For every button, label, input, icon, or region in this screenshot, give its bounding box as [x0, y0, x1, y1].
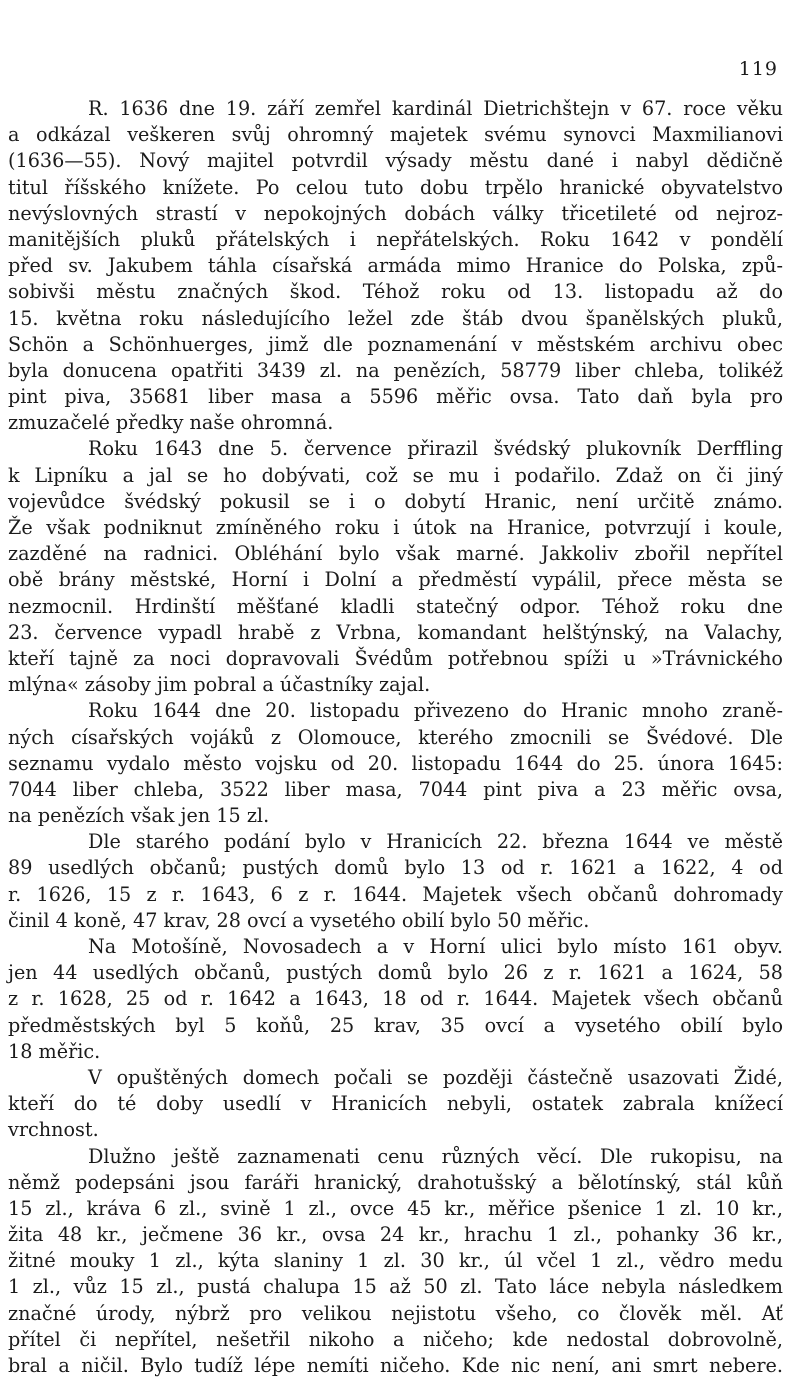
- text-line: V opuštěných domech počali se později částečně usazovati Židé,: [88, 1065, 783, 1089]
- text-line: byla donucena opatřiti 3439 zl. na penězích, 58779 liber chleba, tolikéž: [8, 358, 783, 382]
- text-line: Dle starého podání bylo v Hranicích 22. března 1644 ve městě: [88, 830, 783, 854]
- text-line: žita 48 kr., ječmene 36 kr., ovsa 24 kr., hrachu 1 zl., pohanky 36 kr.,: [8, 1223, 783, 1247]
- text-line: vrchnost.: [8, 1118, 99, 1142]
- text-line: němž podepsáni jsou faráři hranický, drahotušský a bělotínský, stál kůň: [8, 1170, 783, 1194]
- text-line: před sv. Jakubem táhla císařská armáda mimo Hranice do Polska, způ-: [8, 254, 783, 278]
- text-line: 18 měřic.: [8, 1039, 101, 1063]
- text-line: sobivši městu značných škod. Téhož roku od 13. listopadu až do: [8, 280, 783, 304]
- text-line: Roku 1643 dne 5. července přirazil švédský plukovník Derffling: [88, 437, 783, 461]
- text-line: 15 zl., kráva 6 zl., svině 1 zl., ovce 45 kr., měřice pšenice 1 zl. 10 kr.,: [8, 1196, 783, 1220]
- text-line: na penězích však jen 15 zl.: [8, 804, 270, 828]
- text-line: Že však podniknut zmíněného roku i útok na Hranice, potvrzují i koule,: [8, 516, 783, 539]
- text-line: kteří tajně za noci dopravovali Švédům potřebnou spíži u »Trávnického: [8, 646, 783, 670]
- text-line: manitějších pluků přátelských i nepřátelských. Roku 1642 v pondělí: [8, 227, 783, 251]
- text-line: činil 4 koně, 47 krav, 28 ovcí a vysetého obilí bylo 50 měřic.: [8, 908, 590, 932]
- text-line: Dlužno ještě zaznamenati cenu různých věcí. Dle rukopisu, na: [88, 1144, 783, 1168]
- text-line: 89 usedlých občanů; pustých domů bylo 13 od r. 1621 a 1622, 4 od: [8, 856, 783, 880]
- text-line: 23. července vypadl hrabě z Vrbna, komandant helštýnský, na Valachy,: [8, 620, 783, 644]
- text-line: zmuzačelé předky naše ohromná.: [8, 411, 334, 435]
- text-line: nezmocnil. Hrdinští měšťané kladli statečný odpor. Téhož roku dne: [8, 594, 783, 618]
- text-line: vojevůdce švédský pokusil se i o dobytí Hranic, není určitě známo.: [8, 489, 783, 513]
- text-line: pint piva, 35681 liber masa a 5596 měřic ovsa. Tato daň byla pro: [8, 385, 783, 409]
- text-line: 7044 liber chleba, 3522 liber masa, 7044 pint piva a 23 měřic ovsa,: [8, 777, 783, 801]
- page-number: 119: [738, 58, 778, 80]
- text-line: Schön a Schönhuerges, jimž dle poznamenání v městském archivu obec: [8, 332, 783, 356]
- text-line: jen 44 usedlých občanů, pustých domů bylo 26 z r. 1621 a 1624, 58: [8, 961, 783, 985]
- text-line: R. 1636 dne 19. září zemřel kardinál Dietrichštejn v 67. roce věku: [88, 97, 783, 120]
- text-line: značné úrody, nýbrž pro velikou nejistotu všeho, co člověk měl. Ať: [8, 1301, 783, 1325]
- text-line: obě brány městské, Horní i Dolní a předměstí vypálil, přece města se: [8, 568, 783, 592]
- text-line: z r. 1628, 25 od r. 1642 a 1643, 18 od r. 1644. Majetek všech občanů: [8, 987, 783, 1011]
- text-line: Roku 1644 dne 20. listopadu přivezeno do Hranic mnoho zraně-: [88, 699, 783, 723]
- text-line: r. 1626, 15 z r. 1643, 6 z r. 1644. Majetek všech občanů dohromady: [8, 882, 783, 906]
- text-line: bral a ničil. Bylo tudíž lépe nemíti ničeho. Kde nic není, ani smrt nebere.: [8, 1354, 783, 1377]
- text-line: 15. května roku následujícího ležel zde štáb dvou španělských pluků,: [8, 306, 783, 330]
- text-line: předměstských byl 5 koňů, 25 krav, 35 ovcí a vysetého obilí bylo: [8, 1013, 783, 1037]
- text-line: mlýna« zásoby jim pobral a účastníky zajal.: [8, 673, 431, 697]
- text-line: ných císařských vojáků z Olomouce, kterého zmocnili se Švédové. Dle: [8, 725, 783, 749]
- text-line: nevýslovných strastí v nepokojných dobách války třicetileté od nejroz-: [8, 201, 783, 225]
- text-line: zazděné na radnici. Obléhání bylo však marné. Jakkoliv zbořil nepřítel: [8, 542, 783, 566]
- text-line: žitné mouky 1 zl., kýta slaniny 1 zl. 30 kr., úl včel 1 zl., vědro medu: [8, 1249, 783, 1273]
- text-line: přítel či nepřítel, nešetřil nikoho a ničeho; kde nedostal dobrovolně,: [8, 1327, 783, 1351]
- text-line: Na Motošíně, Novosadech a v Horní ulici bylo místo 161 obyv.: [88, 935, 783, 958]
- text-line: kteří do té doby usedlí v Hranicích nebyli, ostatek zabrala knížecí: [8, 1092, 783, 1116]
- text-line: k Lipníku a jal se ho dobývati, což se mu i podařilo. Zdaž on či jiný: [8, 463, 783, 487]
- text-line: (1636—55). Nový majitel potvrdil výsady městu dané i nabyl dědičně: [8, 149, 783, 173]
- body-text: [0, 96, 783, 1379]
- text-line: a odkázal veškeren svůj ohromný majetek svému synovci Maxmilianovi: [8, 123, 783, 147]
- text-line: 1 zl., vůz 15 zl., pustá chalupa 15 až 50 zl. Tato láce nebyla následkem: [8, 1275, 783, 1299]
- text-line: titul říšského knížete. Po celou tuto dobu trpělo hranické obyvatelstvo: [8, 175, 783, 199]
- text-line: seznamu vydalo město vojsku od 20. listopadu 1644 do 25. února 1645:: [8, 751, 783, 775]
